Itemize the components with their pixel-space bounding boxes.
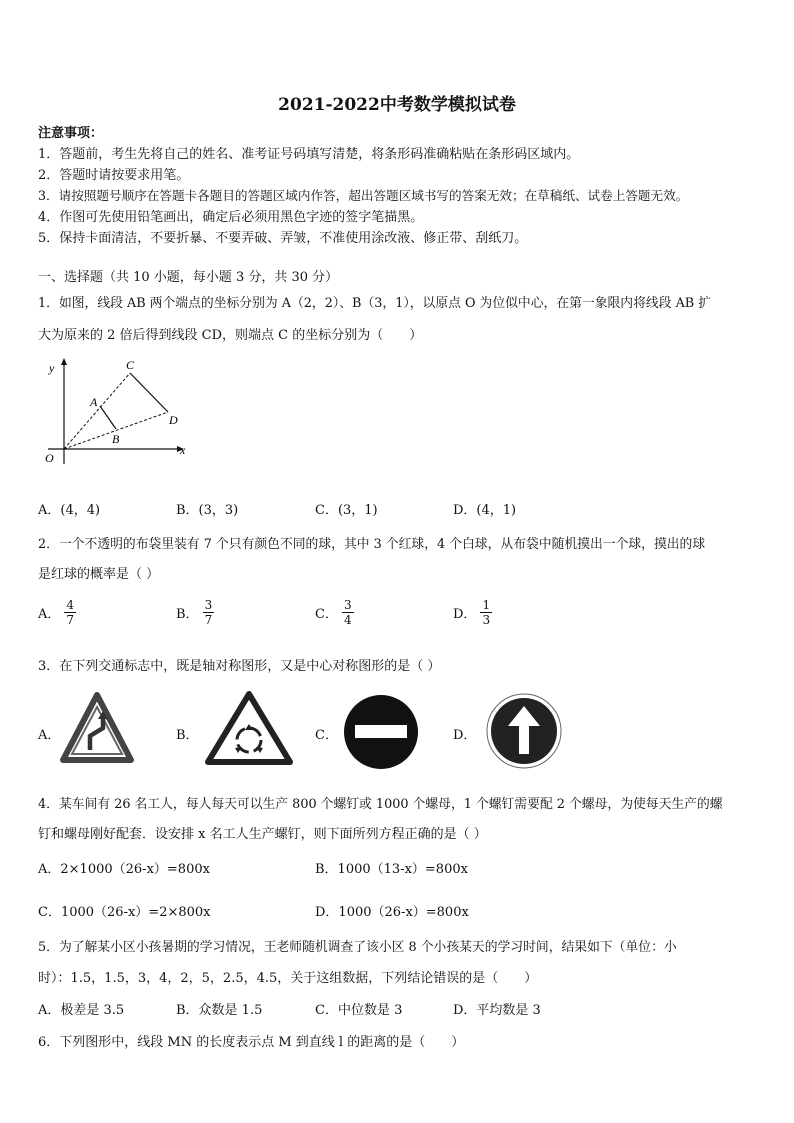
denominator: 7 xyxy=(204,613,213,627)
q2-option-d[interactable] xyxy=(453,598,492,627)
q1-option-b[interactable]: B．(3，3) xyxy=(176,503,239,518)
notice-item: 1．答题前，考生先将自己的姓名、准考证号码填写清楚，将条形码准确粘贴在条形码区域内。 xyxy=(38,147,580,162)
q3-option-d-label[interactable]: D． xyxy=(453,728,477,743)
numerator: 3 xyxy=(204,598,213,612)
zigzag-road-sign-icon[interactable] xyxy=(60,692,134,764)
notice-item: 5．保持卡面清洁，不要折暴、不要弄破、弄皱，不准使用涂改液、修正带、刮纸刀。 xyxy=(38,231,528,246)
q3-option-a-label[interactable]: A． xyxy=(38,728,61,743)
fig-label-o: O xyxy=(45,451,54,465)
notice-item: 3．请按照题号顺序在答题卡各题目的答题区域内作答，超出答题区域书写的答案无效；在草稿纸、试卷上答题无效。 xyxy=(38,188,689,203)
denominator: 3 xyxy=(482,613,491,627)
notice-item: 2．答题时请按要求用笔。 xyxy=(38,168,190,183)
q5-option-d[interactable]: D．平均数是 3 xyxy=(453,1003,541,1018)
fig-label-b: B xyxy=(112,432,120,446)
q2-option-label: D． xyxy=(453,607,477,622)
q5-option-a[interactable]: A．极差是 3.5 xyxy=(38,1003,125,1018)
q1-stem-line2: 大为原来的 2 倍后得到线段 CD，则端点 C 的坐标分别为（ ） xyxy=(38,328,423,343)
q5-stem-line1: 5．为了解某小区小孩暑期的学习情况，王老师随机调查了该小区 8 个小孩某天的学习时间，结果如下（单位：小 xyxy=(38,940,677,955)
fraction xyxy=(342,598,354,627)
q4-option-d[interactable]: D．1000（26-x）=800x xyxy=(315,905,469,920)
q4-stem-line1: 4．某车间有 26 名工人，每人每天可以生产 800 个螺钉或 1000 个螺母，1 个螺钉需要配 2 个螺母，为使每天生产的螺 xyxy=(38,797,723,812)
q4-option-c[interactable]: C．1000（26-x）=2×800x xyxy=(38,905,211,920)
fig-label-a: A xyxy=(90,395,98,409)
q6-stem-line1: 6．下列图形中，线段 MN 的长度表示点 M 到直线 l 的距离的是（ ） xyxy=(38,1035,465,1050)
q1-coordinate-figure xyxy=(38,356,198,468)
numerator: 1 xyxy=(482,598,491,612)
q2-option-b[interactable] xyxy=(176,598,214,627)
q1-option-c[interactable]: C．(3，1) xyxy=(315,503,378,518)
q2-option-label: C． xyxy=(315,607,338,622)
fig-label-d: D xyxy=(169,413,178,427)
q1-option-d[interactable]: D．(4，1) xyxy=(453,503,517,518)
notice-item: 4．作图可先使用铅笔画出，确定后必须用黑色字迹的签字笔描黑。 xyxy=(38,210,424,225)
q2-option-c[interactable] xyxy=(315,598,354,627)
q2-stem-line2: 是红球的概率是（ ） xyxy=(38,567,160,582)
q2-option-a[interactable] xyxy=(38,598,76,627)
denominator: 7 xyxy=(66,613,75,627)
roundabout-sign-icon[interactable] xyxy=(204,690,294,766)
fig-label-c: C xyxy=(126,358,135,372)
q2-option-label: B． xyxy=(176,607,199,622)
q1-stem-line1: 1．如图，线段 AB 两个端点的坐标分别为 A（2，2）、B（3，1），以原点 O 为位似中心，在第一象限内将线段 AB 扩 xyxy=(38,296,712,311)
q4-stem-line2: 钉和螺母刚好配套．设安排 x 名工人生产螺钉，则下面所列方程正确的是（ ） xyxy=(38,827,487,842)
q2-option-label: A． xyxy=(38,607,61,622)
q3-option-b-label[interactable]: B． xyxy=(176,728,199,743)
q5-stem-line2: 时）：1.5，1.5，3，4，2，5，2.5，4.5，关于这组数据，下列结论错误的是（ ） xyxy=(38,971,538,986)
q5-option-c[interactable]: C．中位数是 3 xyxy=(315,1003,403,1018)
numerator: 3 xyxy=(343,598,352,612)
fig-label-y: y xyxy=(49,361,55,375)
denominator: 4 xyxy=(343,613,352,627)
q5-option-b[interactable]: B．众数是 1.5 xyxy=(176,1003,263,1018)
straight-ahead-sign-icon[interactable] xyxy=(486,693,562,769)
fraction xyxy=(64,598,76,627)
fraction xyxy=(480,598,492,627)
q2-stem-line1: 2．一个不透明的布袋里装有 7 个只有颜色不同的球，其中 3 个红球，4 个白球，从布袋中随机摸出一个球，摸出的球 xyxy=(38,537,706,552)
fraction xyxy=(203,598,215,627)
q3-stem-line1: 3．在下列交通标志中，既是轴对称图形，又是中心对称图形的是（ ） xyxy=(38,659,441,674)
fig-label-x: x xyxy=(180,443,186,457)
q1-option-a[interactable]: A．(4，4) xyxy=(38,503,101,518)
q4-option-a[interactable]: A．2×1000（26-x）=800x xyxy=(38,862,210,877)
q4-option-b[interactable]: B．1000（13-x）=800x xyxy=(315,862,468,877)
page-title: 2021-2022中考数学模拟试卷 xyxy=(278,95,516,115)
q3-option-c-label[interactable]: C． xyxy=(315,728,338,743)
notice-heading: 注意事项： xyxy=(38,126,104,141)
numerator: 4 xyxy=(66,598,75,612)
section-heading: 一、选择题（共 10 小题，每小题 3 分，共 30 分） xyxy=(38,270,339,285)
no-entry-sign-icon[interactable] xyxy=(343,694,419,770)
